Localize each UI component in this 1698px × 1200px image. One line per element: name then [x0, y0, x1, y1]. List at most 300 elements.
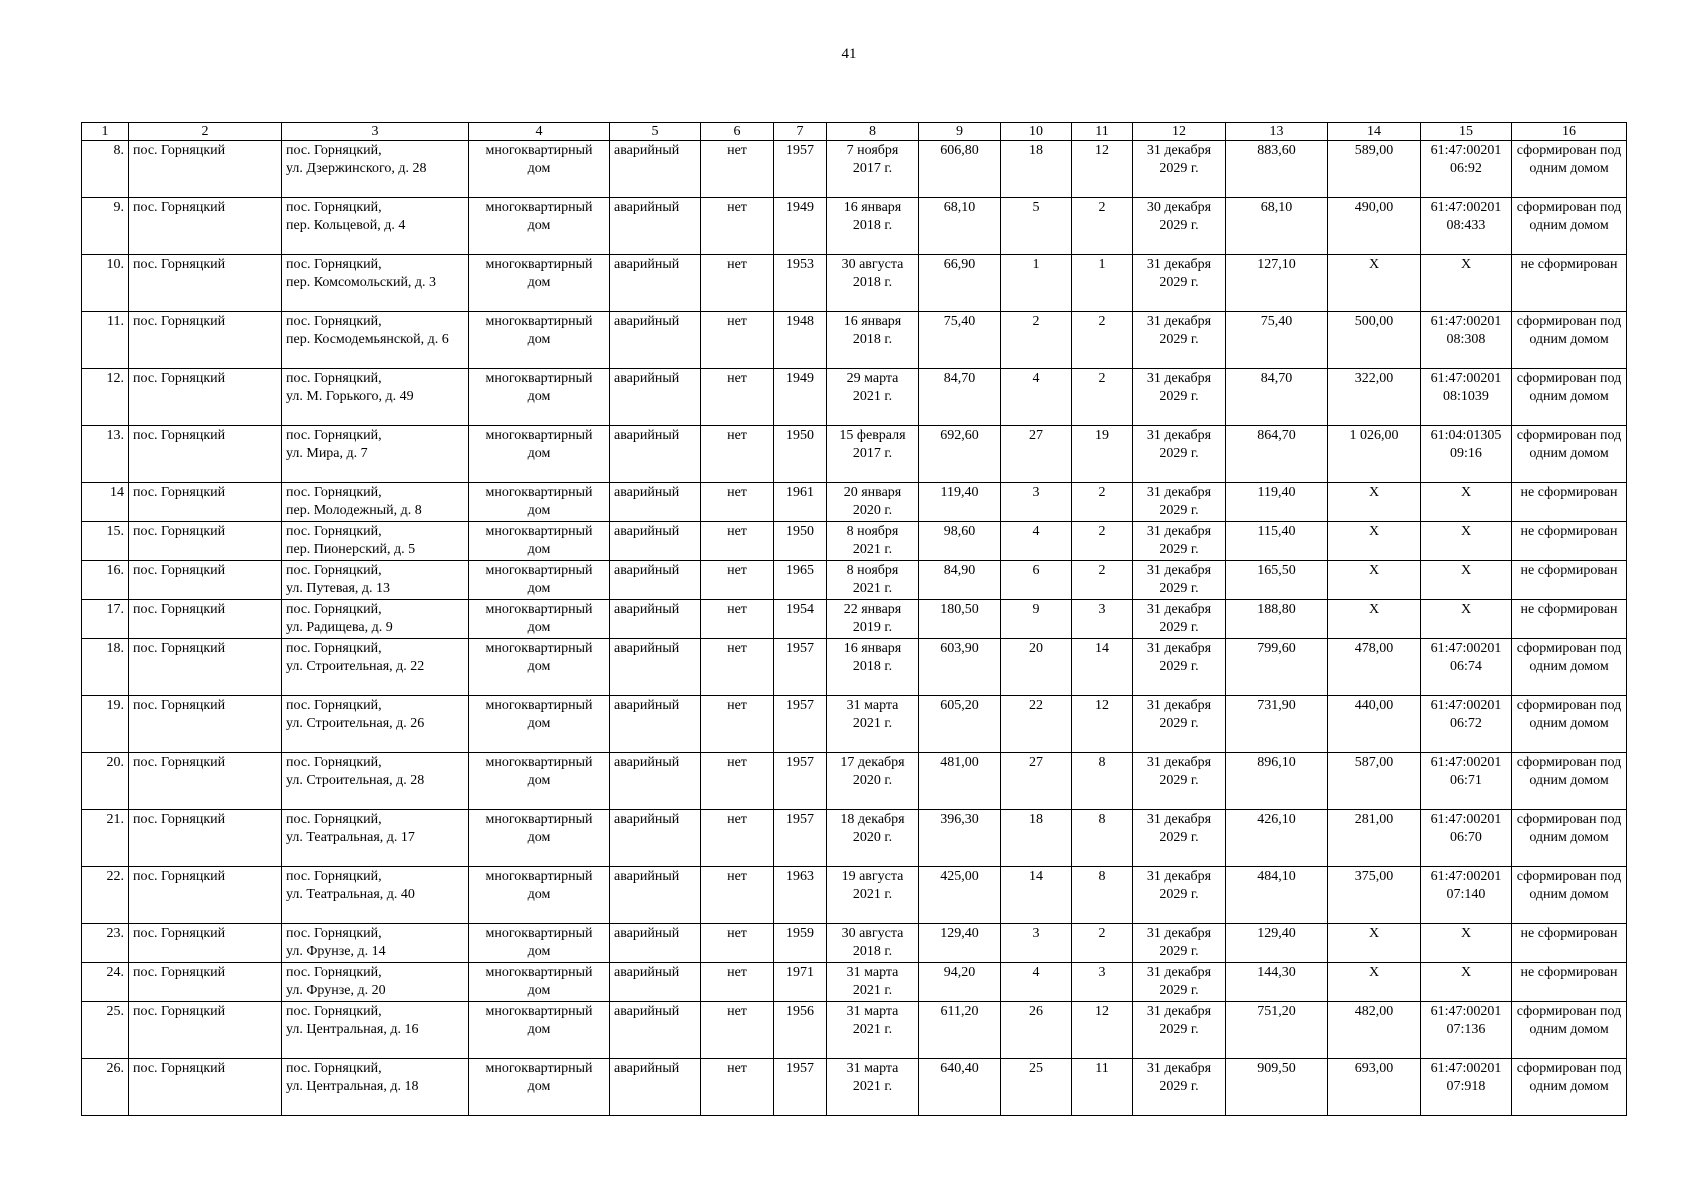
column-number-header: 10 — [1001, 123, 1072, 141]
column-number-header: 13 — [1226, 123, 1328, 141]
building-type-cell: многоквартирный дом — [469, 753, 610, 810]
land-plot-status-cell: сформирован под одним домом — [1512, 1059, 1627, 1116]
address-line-1: пос. Горняцкий, — [286, 200, 382, 215]
column-13-cell: 731,90 — [1226, 696, 1328, 753]
table-row — [82, 141, 1627, 198]
address-line-1: пос. Горняцкий, — [286, 563, 382, 578]
table-row — [82, 810, 1627, 867]
resettlement-deadline-cell: 31 декабря 2029 г. — [1133, 312, 1226, 369]
construction-year-cell: 1954 — [774, 600, 827, 639]
column-10-cell: 25 — [1001, 1059, 1072, 1116]
column-13-cell: 799,60 — [1226, 639, 1328, 696]
locality-cell: пос. Горняцкий — [129, 522, 282, 561]
column-6-cell: нет — [701, 561, 774, 600]
address-cell — [282, 600, 469, 639]
column-number-header: 9 — [919, 123, 1001, 141]
locality-cell: пос. Горняцкий — [129, 426, 282, 483]
area-cell: 692,60 — [919, 426, 1001, 483]
building-type-cell: многоквартирный дом — [469, 1002, 610, 1059]
table-row — [82, 369, 1627, 426]
table-row — [82, 522, 1627, 561]
column-14-cell: 482,00 — [1328, 1002, 1421, 1059]
locality-cell: пос. Горняцкий — [129, 639, 282, 696]
area-cell: 180,50 — [919, 600, 1001, 639]
address-cell — [282, 255, 469, 312]
cadastral-number-cell: 61:47:00201 08:308 — [1421, 312, 1512, 369]
resettlement-deadline-cell: 31 декабря 2029 г. — [1133, 522, 1226, 561]
column-number-header: 15 — [1421, 123, 1512, 141]
condition-status-cell: аварийный — [610, 522, 701, 561]
table-header — [82, 123, 1627, 141]
column-11-cell: 3 — [1072, 600, 1133, 639]
address-cell — [282, 522, 469, 561]
cadastral-number-cell: 61:47:00201 06:70 — [1421, 810, 1512, 867]
column-11-cell: 2 — [1072, 522, 1133, 561]
column-13-cell: 127,10 — [1226, 255, 1328, 312]
land-plot-status-cell: сформирован под одним домом — [1512, 810, 1627, 867]
address-cell — [282, 753, 469, 810]
column-10-cell: 27 — [1001, 426, 1072, 483]
construction-year-cell: 1965 — [774, 561, 827, 600]
construction-year-cell: 1957 — [774, 753, 827, 810]
address-cell — [282, 561, 469, 600]
construction-year-cell: 1971 — [774, 963, 827, 1002]
land-plot-status-cell: сформирован под одним домом — [1512, 1002, 1627, 1059]
condition-status-cell: аварийный — [610, 753, 701, 810]
condition-status-cell: аварийный — [610, 924, 701, 963]
address-line-1: пос. Горняцкий, — [286, 143, 382, 158]
address-line-1: пос. Горняцкий, — [286, 812, 382, 827]
column-11-cell: 1 — [1072, 255, 1133, 312]
locality-cell: пос. Горняцкий — [129, 924, 282, 963]
table-row — [82, 1002, 1627, 1059]
address-cell — [282, 810, 469, 867]
address-line-1: пос. Горняцкий, — [286, 755, 382, 770]
building-type-cell: многоквартирный дом — [469, 312, 610, 369]
table-row — [82, 639, 1627, 696]
column-13-cell: 129,40 — [1226, 924, 1328, 963]
land-plot-status-cell: не сформирован — [1512, 255, 1627, 312]
recognition-date-cell: 31 марта 2021 г. — [827, 963, 919, 1002]
table-row — [82, 600, 1627, 639]
land-plot-status-cell: не сформирован — [1512, 561, 1627, 600]
construction-year-cell: 1957 — [774, 141, 827, 198]
locality-cell: пос. Горняцкий — [129, 198, 282, 255]
column-6-cell: нет — [701, 369, 774, 426]
address-cell — [282, 696, 469, 753]
column-14-cell: 375,00 — [1328, 867, 1421, 924]
column-13-cell: 188,80 — [1226, 600, 1328, 639]
column-number-header: 11 — [1072, 123, 1133, 141]
construction-year-cell: 1950 — [774, 522, 827, 561]
column-14-cell: 322,00 — [1328, 369, 1421, 426]
address-line-1: пос. Горняцкий, — [286, 257, 382, 272]
land-plot-status-cell: сформирован под одним домом — [1512, 141, 1627, 198]
cadastral-number-cell: Х — [1421, 963, 1512, 1002]
column-14-cell: 693,00 — [1328, 1059, 1421, 1116]
resettlement-deadline-cell: 31 декабря 2029 г. — [1133, 561, 1226, 600]
row-number-cell: 11. — [82, 312, 129, 369]
land-plot-status-cell: сформирован под одним домом — [1512, 753, 1627, 810]
address-line-1: пос. Горняцкий, — [286, 371, 382, 386]
locality-cell: пос. Горняцкий — [129, 255, 282, 312]
building-type-cell: многоквартирный дом — [469, 522, 610, 561]
column-6-cell: нет — [701, 483, 774, 522]
area-cell: 75,40 — [919, 312, 1001, 369]
area-cell: 640,40 — [919, 1059, 1001, 1116]
row-number-cell: 14 — [82, 483, 129, 522]
cadastral-number-cell: Х — [1421, 522, 1512, 561]
column-number-header: 5 — [610, 123, 701, 141]
construction-year-cell: 1948 — [774, 312, 827, 369]
table-row — [82, 696, 1627, 753]
area-cell: 98,60 — [919, 522, 1001, 561]
cadastral-number-cell: 61:47:00201 06:92 — [1421, 141, 1512, 198]
column-11-cell: 12 — [1072, 696, 1133, 753]
table-row — [82, 198, 1627, 255]
condition-status-cell: аварийный — [610, 810, 701, 867]
resettlement-deadline-cell: 31 декабря 2029 г. — [1133, 600, 1226, 639]
resettlement-deadline-cell: 31 декабря 2029 г. — [1133, 369, 1226, 426]
column-14-cell: 589,00 — [1328, 141, 1421, 198]
column-6-cell: нет — [701, 198, 774, 255]
locality-cell: пос. Горняцкий — [129, 369, 282, 426]
construction-year-cell: 1949 — [774, 369, 827, 426]
recognition-date-cell: 7 ноября 2017 г. — [827, 141, 919, 198]
cadastral-number-cell: 61:47:00201 06:74 — [1421, 639, 1512, 696]
cadastral-number-cell: Х — [1421, 924, 1512, 963]
column-14-cell: Х — [1328, 963, 1421, 1002]
column-13-cell: 883,60 — [1226, 141, 1328, 198]
recognition-date-cell: 30 августа 2018 г. — [827, 924, 919, 963]
row-number-cell: 18. — [82, 639, 129, 696]
column-number-header: 6 — [701, 123, 774, 141]
locality-cell: пос. Горняцкий — [129, 1059, 282, 1116]
resettlement-deadline-cell: 31 декабря 2029 г. — [1133, 483, 1226, 522]
area-cell: 425,00 — [919, 867, 1001, 924]
column-10-cell: 9 — [1001, 600, 1072, 639]
cadastral-number-cell: 61:47:00201 07:136 — [1421, 1002, 1512, 1059]
resettlement-deadline-cell: 31 декабря 2029 г. — [1133, 924, 1226, 963]
table-row — [82, 1059, 1627, 1116]
column-number-header: 3 — [282, 123, 469, 141]
building-type-cell: многоквартирный дом — [469, 867, 610, 924]
cadastral-number-cell: Х — [1421, 600, 1512, 639]
land-plot-status-cell: не сформирован — [1512, 924, 1627, 963]
column-13-cell: 115,40 — [1226, 522, 1328, 561]
recognition-date-cell: 29 марта 2021 г. — [827, 369, 919, 426]
address-cell — [282, 867, 469, 924]
column-14-cell: 490,00 — [1328, 198, 1421, 255]
column-6-cell: нет — [701, 312, 774, 369]
locality-cell: пос. Горняцкий — [129, 1002, 282, 1059]
column-13-cell: 426,10 — [1226, 810, 1328, 867]
construction-year-cell: 1957 — [774, 639, 827, 696]
land-plot-status-cell: не сформирован — [1512, 522, 1627, 561]
row-number-cell: 9. — [82, 198, 129, 255]
area-cell: 66,90 — [919, 255, 1001, 312]
recognition-date-cell: 16 января 2018 г. — [827, 639, 919, 696]
condition-status-cell: аварийный — [610, 963, 701, 1002]
address-cell — [282, 426, 469, 483]
column-10-cell: 4 — [1001, 522, 1072, 561]
recognition-date-cell: 31 марта 2021 г. — [827, 696, 919, 753]
page-number: 41 — [841, 46, 857, 62]
column-10-cell: 20 — [1001, 639, 1072, 696]
cadastral-number-cell: 61:47:00201 08:1039 — [1421, 369, 1512, 426]
address-cell — [282, 1059, 469, 1116]
column-14-cell: 281,00 — [1328, 810, 1421, 867]
locality-cell: пос. Горняцкий — [129, 867, 282, 924]
column-number-header: 14 — [1328, 123, 1421, 141]
column-14-cell: Х — [1328, 522, 1421, 561]
column-6-cell: нет — [701, 696, 774, 753]
area-cell: 481,00 — [919, 753, 1001, 810]
column-14-cell: Х — [1328, 255, 1421, 312]
table-row — [82, 963, 1627, 1002]
column-13-cell: 751,20 — [1226, 1002, 1328, 1059]
condition-status-cell: аварийный — [610, 426, 701, 483]
row-number-cell: 19. — [82, 696, 129, 753]
column-13-cell: 68,10 — [1226, 198, 1328, 255]
locality-cell: пос. Горняцкий — [129, 141, 282, 198]
table-row — [82, 483, 1627, 522]
condition-status-cell: аварийный — [610, 696, 701, 753]
address-line-2: ул. Строительная, д. 26 — [286, 716, 425, 731]
column-14-cell: Х — [1328, 600, 1421, 639]
column-11-cell: 3 — [1072, 963, 1133, 1002]
land-plot-status-cell: не сформирован — [1512, 483, 1627, 522]
locality-cell: пос. Горняцкий — [129, 600, 282, 639]
column-10-cell: 27 — [1001, 753, 1072, 810]
area-cell: 84,70 — [919, 369, 1001, 426]
column-10-cell: 6 — [1001, 561, 1072, 600]
address-line-2: ул. Дзержинского, д. 28 — [286, 161, 427, 176]
address-line-2: ул. Фрунзе, д. 20 — [286, 983, 386, 998]
column-14-cell: 440,00 — [1328, 696, 1421, 753]
address-cell — [282, 963, 469, 1002]
column-6-cell: нет — [701, 810, 774, 867]
locality-cell: пос. Горняцкий — [129, 561, 282, 600]
recognition-date-cell: 8 ноября 2021 г. — [827, 561, 919, 600]
address-line-2: пер. Молодежный, д. 8 — [286, 503, 422, 518]
column-6-cell: нет — [701, 924, 774, 963]
cadastral-number-cell: 61:47:00201 06:72 — [1421, 696, 1512, 753]
area-cell: 611,20 — [919, 1002, 1001, 1059]
building-type-cell: многоквартирный дом — [469, 483, 610, 522]
address-line-2: пер. Комсомольский, д. 3 — [286, 275, 437, 290]
address-cell — [282, 198, 469, 255]
address-line-2: пер. Пионерский, д. 5 — [286, 542, 416, 557]
column-6-cell: нет — [701, 963, 774, 1002]
row-number-cell: 17. — [82, 600, 129, 639]
building-type-cell: многоквартирный дом — [469, 600, 610, 639]
column-14-cell: 587,00 — [1328, 753, 1421, 810]
row-number-cell: 20. — [82, 753, 129, 810]
resettlement-deadline-cell: 31 декабря 2029 г. — [1133, 753, 1226, 810]
building-type-cell: многоквартирный дом — [469, 369, 610, 426]
row-number-cell: 15. — [82, 522, 129, 561]
construction-year-cell: 1961 — [774, 483, 827, 522]
condition-status-cell: аварийный — [610, 639, 701, 696]
address-cell — [282, 639, 469, 696]
land-plot-status-cell: сформирован под одним домом — [1512, 369, 1627, 426]
condition-status-cell: аварийный — [610, 198, 701, 255]
recognition-date-cell: 19 августа 2021 г. — [827, 867, 919, 924]
column-14-cell: 478,00 — [1328, 639, 1421, 696]
column-11-cell: 8 — [1072, 753, 1133, 810]
resettlement-deadline-cell: 31 декабря 2029 г. — [1133, 255, 1226, 312]
address-line-2: ул. Центральная, д. 16 — [286, 1022, 419, 1037]
area-cell: 94,20 — [919, 963, 1001, 1002]
address-line-2: ул. Театральная, д. 40 — [286, 887, 415, 902]
column-13-cell: 484,10 — [1226, 867, 1328, 924]
cadastral-number-cell: 61:47:00201 07:918 — [1421, 1059, 1512, 1116]
column-6-cell: нет — [701, 522, 774, 561]
land-plot-status-cell: сформирован под одним домом — [1512, 867, 1627, 924]
row-number-cell: 12. — [82, 369, 129, 426]
column-number-header: 8 — [827, 123, 919, 141]
column-number-header: 1 — [82, 123, 129, 141]
building-type-cell: многоквартирный дом — [469, 141, 610, 198]
table-row — [82, 867, 1627, 924]
resettlement-deadline-cell: 31 декабря 2029 г. — [1133, 810, 1226, 867]
row-number-cell: 10. — [82, 255, 129, 312]
column-10-cell: 3 — [1001, 483, 1072, 522]
row-number-cell: 13. — [82, 426, 129, 483]
column-6-cell: нет — [701, 600, 774, 639]
cadastral-number-cell: Х — [1421, 483, 1512, 522]
column-10-cell: 4 — [1001, 963, 1072, 1002]
column-number-row — [82, 123, 1627, 141]
table-row — [82, 312, 1627, 369]
column-13-cell: 165,50 — [1226, 561, 1328, 600]
cadastral-number-cell: 61:04:01305 09:16 — [1421, 426, 1512, 483]
cadastral-number-cell: Х — [1421, 561, 1512, 600]
address-line-1: пос. Горняцкий, — [286, 1004, 382, 1019]
column-10-cell: 5 — [1001, 198, 1072, 255]
column-11-cell: 19 — [1072, 426, 1133, 483]
recognition-date-cell: 8 ноября 2021 г. — [827, 522, 919, 561]
building-type-cell: многоквартирный дом — [469, 198, 610, 255]
cadastral-number-cell: 61:47:00201 06:71 — [1421, 753, 1512, 810]
column-number-header: 12 — [1133, 123, 1226, 141]
area-cell: 68,10 — [919, 198, 1001, 255]
table-body — [82, 141, 1627, 1116]
condition-status-cell: аварийный — [610, 312, 701, 369]
resettlement-deadline-cell: 31 декабря 2029 г. — [1133, 1059, 1226, 1116]
column-11-cell: 2 — [1072, 369, 1133, 426]
address-line-2: ул. Строительная, д. 28 — [286, 773, 425, 788]
column-6-cell: нет — [701, 1059, 774, 1116]
address-line-1: пос. Горняцкий, — [286, 602, 382, 617]
address-line-2: ул. Путевая, д. 13 — [286, 581, 391, 596]
condition-status-cell: аварийный — [610, 867, 701, 924]
construction-year-cell: 1957 — [774, 810, 827, 867]
column-11-cell: 8 — [1072, 867, 1133, 924]
column-11-cell: 12 — [1072, 141, 1133, 198]
column-13-cell: 84,70 — [1226, 369, 1328, 426]
condition-status-cell: аварийный — [610, 1002, 701, 1059]
recognition-date-cell: 18 декабря 2020 г. — [827, 810, 919, 867]
recognition-date-cell: 31 марта 2021 г. — [827, 1059, 919, 1116]
address-line-2: ул. Радищева, д. 9 — [286, 620, 393, 635]
locality-cell: пос. Горняцкий — [129, 312, 282, 369]
recognition-date-cell: 20 января 2020 г. — [827, 483, 919, 522]
column-number-header: 7 — [774, 123, 827, 141]
building-type-cell: многоквартирный дом — [469, 924, 610, 963]
locality-cell: пос. Горняцкий — [129, 753, 282, 810]
address-cell — [282, 312, 469, 369]
row-number-cell: 16. — [82, 561, 129, 600]
column-14-cell: Х — [1328, 924, 1421, 963]
recognition-date-cell: 15 февраля 2017 г. — [827, 426, 919, 483]
recognition-date-cell: 16 января 2018 г. — [827, 312, 919, 369]
address-line-2: ул. М. Горького, д. 49 — [286, 389, 414, 404]
column-11-cell: 14 — [1072, 639, 1133, 696]
address-cell — [282, 1002, 469, 1059]
area-cell: 129,40 — [919, 924, 1001, 963]
construction-year-cell: 1950 — [774, 426, 827, 483]
area-cell: 84,90 — [919, 561, 1001, 600]
condition-status-cell: аварийный — [610, 483, 701, 522]
address-line-1: пос. Горняцкий, — [286, 485, 382, 500]
column-11-cell: 2 — [1072, 198, 1133, 255]
area-cell: 603,90 — [919, 639, 1001, 696]
column-10-cell: 18 — [1001, 810, 1072, 867]
address-line-1: пос. Горняцкий, — [286, 641, 382, 656]
column-6-cell: нет — [701, 753, 774, 810]
address-line-1: пос. Горняцкий, — [286, 314, 382, 329]
recognition-date-cell: 30 августа 2018 г. — [827, 255, 919, 312]
column-14-cell: 500,00 — [1328, 312, 1421, 369]
building-type-cell: многоквартирный дом — [469, 426, 610, 483]
land-plot-status-cell: сформирован под одним домом — [1512, 696, 1627, 753]
column-10-cell: 2 — [1001, 312, 1072, 369]
address-line-1: пос. Горняцкий, — [286, 428, 382, 443]
column-13-cell: 896,10 — [1226, 753, 1328, 810]
locality-cell: пос. Горняцкий — [129, 810, 282, 867]
condition-status-cell: аварийный — [610, 369, 701, 426]
land-plot-status-cell: не сформирован — [1512, 600, 1627, 639]
resettlement-deadline-cell: 30 декабря 2029 г. — [1133, 198, 1226, 255]
address-line-2: ул. Мира, д. 7 — [286, 446, 368, 461]
table-row — [82, 255, 1627, 312]
address-line-2: пер. Космодемьянской, д. 6 — [286, 332, 449, 347]
address-line-1: пос. Горняцкий, — [286, 965, 382, 980]
table-row — [82, 753, 1627, 810]
land-plot-status-cell: сформирован под одним домом — [1512, 312, 1627, 369]
address-line-2: пер. Кольцевой, д. 4 — [286, 218, 406, 233]
resettlement-deadline-cell: 31 декабря 2029 г. — [1133, 639, 1226, 696]
row-number-cell: 21. — [82, 810, 129, 867]
column-11-cell: 2 — [1072, 483, 1133, 522]
construction-year-cell: 1957 — [774, 696, 827, 753]
column-11-cell: 2 — [1072, 561, 1133, 600]
column-13-cell: 909,50 — [1226, 1059, 1328, 1116]
recognition-date-cell: 16 января 2018 г. — [827, 198, 919, 255]
area-cell: 606,80 — [919, 141, 1001, 198]
table-row — [82, 426, 1627, 483]
column-14-cell: Х — [1328, 483, 1421, 522]
column-6-cell: нет — [701, 1002, 774, 1059]
address-line-2: ул. Театральная, д. 17 — [286, 830, 415, 845]
area-cell: 119,40 — [919, 483, 1001, 522]
address-line-2: ул. Фрунзе, д. 14 — [286, 944, 386, 959]
column-number-header: 16 — [1512, 123, 1627, 141]
address-line-2: ул. Строительная, д. 22 — [286, 659, 425, 674]
condition-status-cell: аварийный — [610, 255, 701, 312]
